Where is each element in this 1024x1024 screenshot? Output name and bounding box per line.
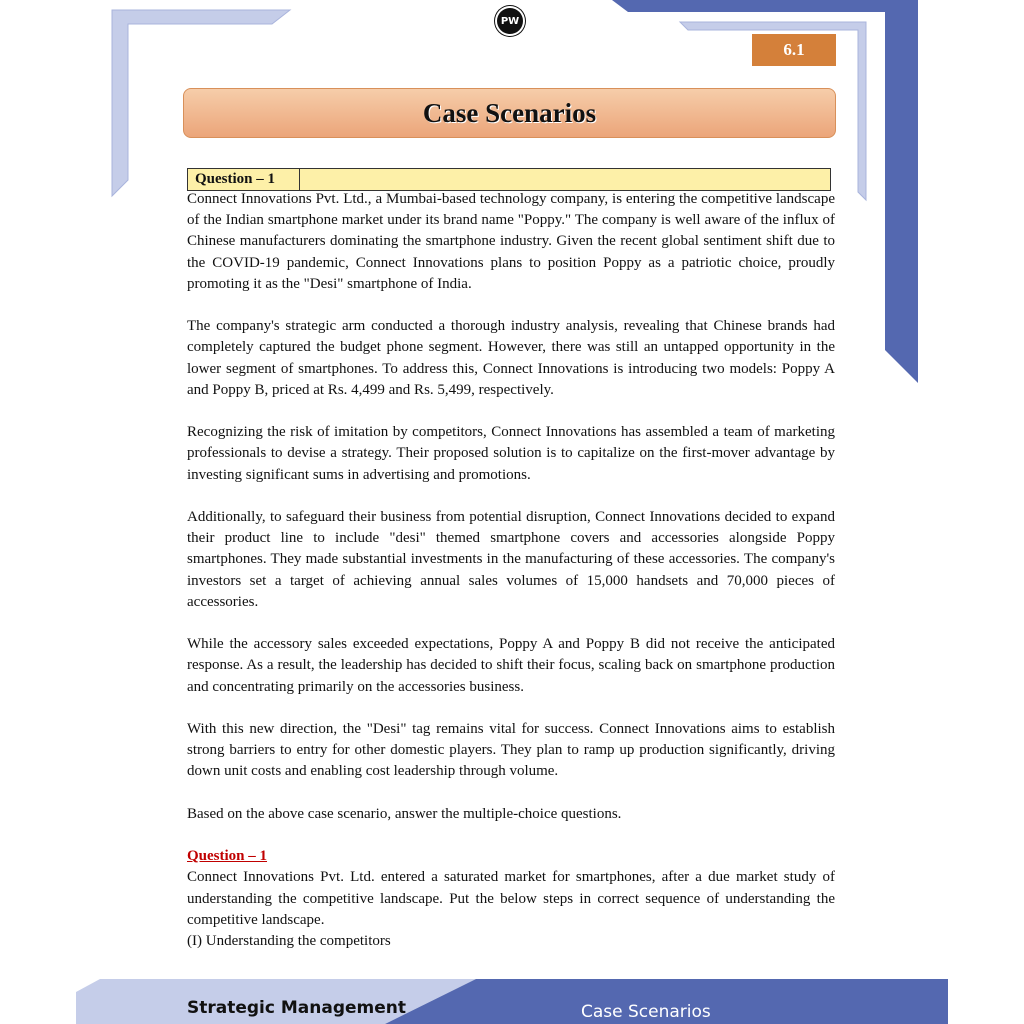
paragraph: Additionally, to safeguard their business from potential disruption, Connect Innovations decided to expand their product line to include "desi" themed smartphone covers and accessories alongside Poppy smartphones. They made substantial investments in the manufacturing of these accessories. The company's investors set a target of achieving annual sales volumes of 15,000 handsets and 70,000 pieces of accessories. [187, 509, 835, 610]
case-content [187, 189, 835, 952]
question-label: Question – 1 [188, 169, 300, 190]
paragraph: Based on the above case scenario, answer the multiple-choice questions. [187, 805, 622, 822]
mcq-heading: Question – 1 [187, 848, 268, 865]
chapter-number-badge: 6.1 [752, 34, 836, 66]
paragraph: With this new direction, the "Desi" tag remains vital for success. Connect Innovations aims to establish strong barriers to entry for other domestic players. They plan to ramp up production significantly, driving down unit costs and enabling cost leadership through volume. [187, 721, 835, 780]
pw-logo [497, 8, 523, 34]
logo-text: PW [500, 15, 520, 27]
question-label-box [187, 168, 831, 191]
paragraph: Connect Innovations Pvt. Ltd., a Mumbai-based technology company, is entering the competitive landscape of the Indian smartphone market under its brand name "Poppy." The company is well aware of the influx of Chinese manufacturers dominating the smartphone industry. Given the recent global sentiment shift due to the COVID-19 pandemic, Connect Innovations plans to position Poppy as a patriotic choice, proudly promoting it as the "Desi" smartphone of India. [187, 191, 835, 292]
mcq-step: (I) Understanding the competitors [187, 933, 391, 949]
footer-subject: Strategic Management [187, 998, 407, 1018]
paragraph: While the accessory sales exceeded expectations, Poppy A and Poppy B did not receive the anticipated response. As a result, the leadership has decided to shift their focus, scaling back on smartphone production and concentrating primarily on the accessories business. [187, 636, 835, 695]
mcq-text: Connect Innovations Pvt. Ltd. entered a saturated market for smartphones, after a due market study of understanding the competitive landscape. Put the below steps in correct sequence of understanding the competitive landscape. [187, 869, 835, 928]
page-title: Case Scenarios [422, 97, 597, 128]
paragraph: Recognizing the risk of imitation by competitors, Connect Innovations has assembled a team of marketing professionals to devise a strategy. Their proposed solution is to capitalize on the first-mover advantage by investing significant sums in advertising and promotions. [187, 424, 835, 483]
paragraph: The company's strategic arm conducted a thorough industry analysis, revealing that Chinese brands had completely captured the budget phone segment. However, there was still an untapped opportunity in the lower segment of smartphones. To address this, Connect Innovations is introducing two models: Poppy A and Poppy B, priced at Rs. 4,499 and Rs. 5,499, respectively. [187, 318, 835, 398]
footer-section: Case Scenarios [581, 1002, 711, 1022]
title-banner [183, 88, 836, 138]
